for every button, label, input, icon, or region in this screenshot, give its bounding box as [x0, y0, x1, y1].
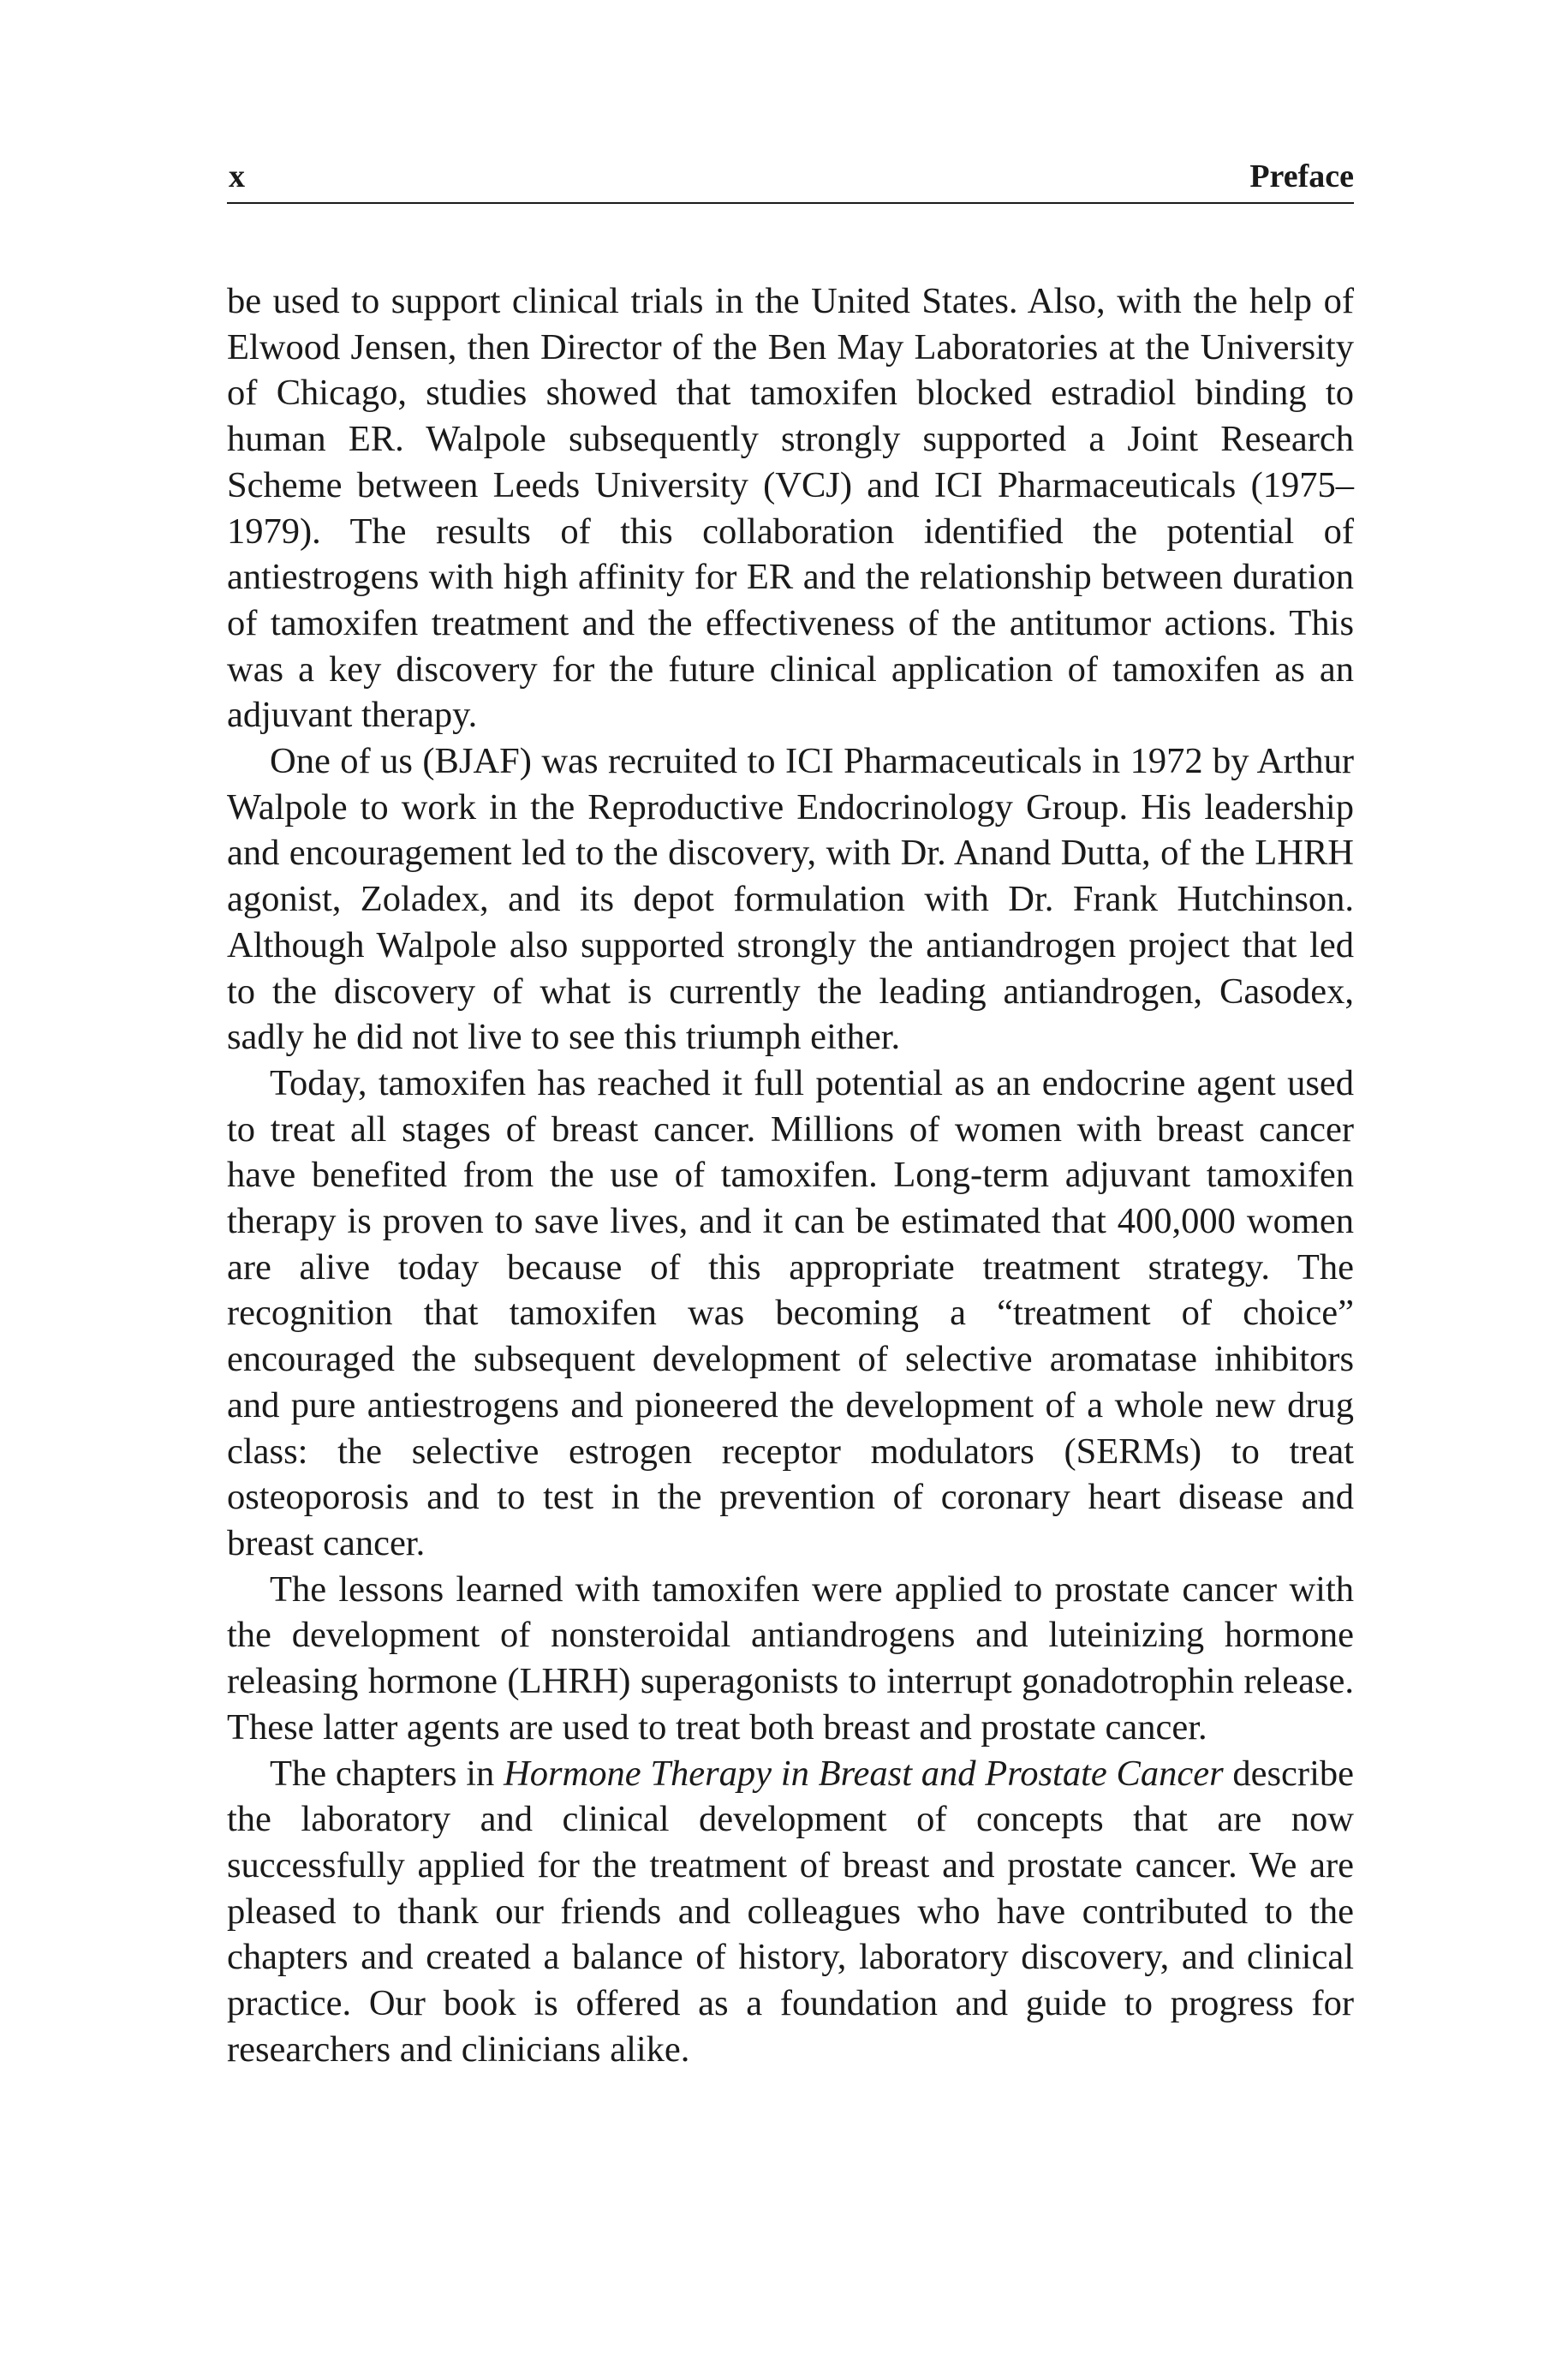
- paragraph-book-chapters: [227, 1751, 1354, 2073]
- chapters-text-before: The chapters in: [270, 1753, 504, 1794]
- chapters-text-after: describe the laboratory and clinical development of concepts that are now successfully applied for the treatment of breast and prostate cancer. We are pleased to thank our friends and colleagues who have contributed to the chapters and created a balance of history, laboratory discovery, and clinical practice. Our book is offered as a foundation and guide to progress for researchers and clinicians alike.: [227, 1753, 1354, 2070]
- page-number: x: [229, 158, 245, 194]
- paragraph-tamoxifen-today: Today, tamoxifen has reached it full potential as an endocrine agent used to treat all stages of breast cancer. Millions of women with breast cancer have benefited from the use of tamoxifen. Long-term adjuvant tamoxifen therapy is proven to save lives, and it can be estimated that 400,000 women are alive today because of this appropriate treatment strategy. The recognition that tamoxifen was becoming a “treatment of choice” encouraged the subsequent development of selective aromatase inhibitors and pure antiestrogens and pioneered the development of a whole new drug class: the selective estrogen receptor modulators (SERMs) to treat osteoporosis and to test in the prevention of coronary heart disease and breast cancer.: [227, 1062, 1354, 1563]
- paragraph-prostate-lessons: The lessons learned with tamoxifen were applied to prostate cancer with the development of nonsteroidal antiandrogens and luteinizing hormone releasing hormone (LHRH) superagonists to interrupt gonadotrophin release. These latter agents are used to treat both breast and prostate cancer.: [227, 1568, 1354, 1748]
- paragraph-bjaf-recruitment: One of us (BJAF) was recruited to ICI Pharmaceuticals in 1972 by Arthur Walpole to work in the Reproductive Endocrinology Group. His leadership and encouragement led to the discovery, with Dr. Anand Dutta, of the LHRH agonist, Zoladex, and its depot formulation with Dr. Frank Hutchinson. Although Walpole also supported strongly the antiandrogen project that led to the discovery of what is currently the leading antiandrogen, Casodex, sadly he did not live to see this triumph either.: [227, 741, 1354, 1058]
- preface-body: [227, 278, 1354, 2072]
- book-title: Hormone Therapy in Breast and Prostate Cancer: [504, 1753, 1224, 1794]
- paragraph-continuation: be used to support clinical trials in the United States. Also, with the help of Elwood Jensen, then Director of the Ben May Laboratories at the University of Chicago, studies showed that tamoxifen blocked estradiol binding to human ER. Walpole subsequently strongly supported a Joint Research Scheme between Leeds University (VCJ) and ICI Pharmaceuticals (1975–1979). The results of this collaboration identified the potential of antiestrogens with high affinity for ER and the relationship between duration of tamoxifen treatment and the effectiveness of the antitumor actions. This was a key discovery for the future clinical application of tamoxifen as an adjuvant therapy.: [227, 281, 1354, 736]
- running-head: [227, 154, 1354, 204]
- running-title: Preface: [1249, 158, 1354, 194]
